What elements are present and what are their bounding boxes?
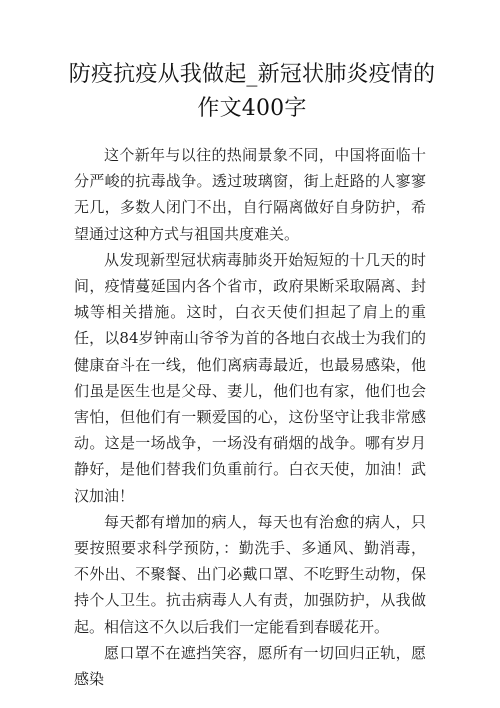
- paragraph: 愿口罩不在遮挡笑容，愿所有一切回归正轨，愿感染: [74, 643, 426, 689]
- paragraph: 每天都有增加的病人，每天也有治愈的病人，只要按照要求科学预防，：勤洗手、多通风、勤消毒，不外出、不聚餐、出门必戴口罩、不吃野生动物，保持个人卫生。抗击病毒人人有责，加强防护，从我做起。相信这不久以后我们一定能看到春暖花开。: [74, 512, 426, 636]
- paragraph: 这个新年与以往的热闹景象不同，中国将面临十分严峻的抗毒战争。透过玻璃窗，街上赶路的人寥寥无几，多数人闭门不出，自行隔离做好自身防护，希望通过这种方式与祖国共度难关。: [74, 146, 426, 243]
- page-title: 防疫抗疫从我做起_新冠状肺炎疫情的作文400字: [68, 62, 436, 121]
- article-body: [74, 142, 426, 692]
- paragraph: 从发现新型冠状病毒肺炎开始短短的十几天的时间，疫情蔓延国内各个省市，政府果断采取隔离、封城等相关措施。这时，白衣天使们担起了肩上的重任，以84岁钟南山爷爷为首的各地白衣战士为我们的健康奋斗在一线，他们离病毒最近，也最易感染，他们虽是医生也是父母、妻儿，他们也有家，他们也会害怕，但他们有一颗爱国的心，这份坚守让我非常感动。这是一场战争，一场没有硝烟的战争。哪有岁月静好，是他们替我们负重前行。白衣天使，加油！武汉加油！: [74, 250, 426, 505]
